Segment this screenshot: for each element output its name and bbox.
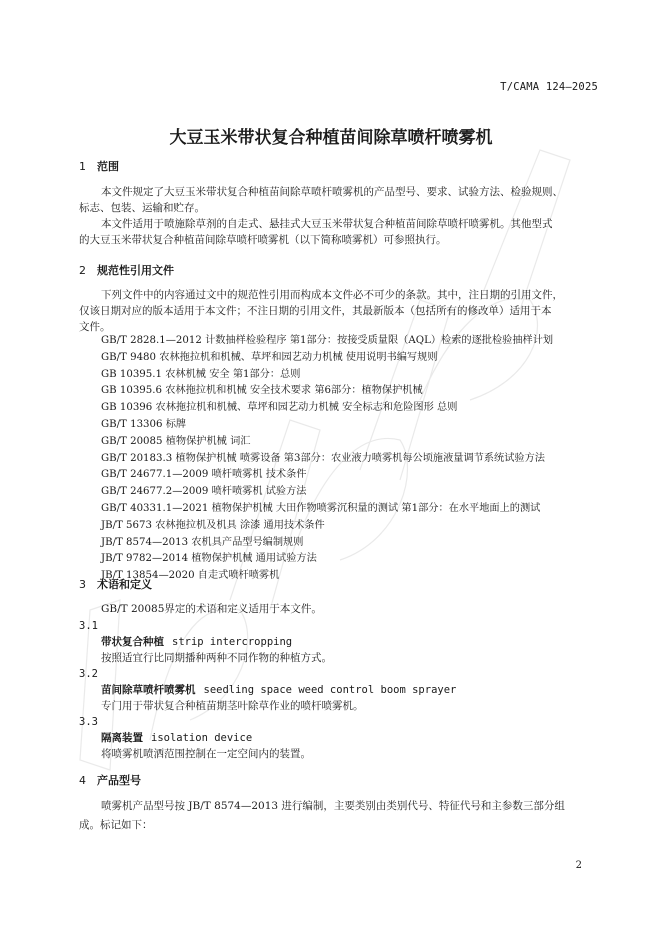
scope-paragraph-2: 本文件适用于喷施除草剂的自走式、悬挂式大豆玉米带状复合种植苗间除草喷杆喷雾机。其他型式 的大豆玉米带状复合种植苗间除草喷杆喷雾机（以下简称喷雾机）可参照执行。 — [79, 218, 553, 246]
section-heading-terms-definitions — [79, 576, 152, 592]
reference-item: GB 10396 农林拖拉机和机械、草坪和园艺动力机械 安全标志和危险图形 总则 — [101, 402, 458, 414]
term-english: strip intercropping — [172, 636, 293, 648]
reference-item: GB/T 24677.1—2009 喷杆喷雾机 技术条件 — [101, 469, 307, 481]
reference-item: GB 10395.1 农林机械 安全 第1部分：总则 — [101, 368, 301, 380]
term-chinese: 带状复合种植 — [101, 636, 164, 648]
section-title: 术语和定义 — [97, 578, 152, 591]
references-intro-paragraph: 下列文件中的内容通过文中的规范性引用而构成本文件必不可少的条款。其中，注日期的引用文件， 仅该日期对应的版本适用于本文件；不注日期的引用文件，其最新版本（包括所有的修改单）适用于本 文件。 — [79, 289, 563, 333]
section-number: 1 — [79, 160, 86, 173]
term-definition: 专门用于带状复合种植苗期茎叶除草作业的喷杆喷雾机。 — [101, 700, 364, 712]
term-entry — [101, 682, 456, 698]
reference-item: JB/T 5673 农林拖拉机及机具 涂漆 通用技术条件 — [101, 519, 325, 531]
standard-code: T/CAMA 124—2025 — [500, 81, 598, 93]
reference-item: JB/T 9782—2014 植物保护机械 通用试验方法 — [101, 553, 317, 565]
section-number: 3 — [79, 578, 86, 591]
page-number: 2 — [575, 860, 582, 871]
reference-item: GB/T 20183.3 植物保护机械 喷雾设备 第3部分：农业液力喷雾机每公顷施液量调节系统试验方法 — [101, 452, 545, 464]
product-model-paragraph: 喷雾机产品型号按 JB/T 8574—2013 进行编制，主要类别由类别代号、特征代号和主参数三部分组 成。标记如下： — [79, 800, 565, 831]
terms-intro: GB/T 20085界定的术语和定义适用于本文件。 — [101, 603, 322, 615]
scope-paragraph-1: 本文件规定了大豆玉米带状复合种植苗间除草喷杆喷雾机的产品型号、要求、试验方法、检验规则、 标志、包装、运输和贮存。 — [79, 186, 563, 214]
reference-item: GB 10395.6 农林拖拉机和机械 安全技术要求 第6部分：植物保护机械 — [101, 385, 423, 397]
section-title: 规范性引用文件 — [97, 264, 174, 277]
clause-number: 3.3 — [79, 716, 98, 728]
reference-item: GB/T 13306 标牌 — [101, 418, 187, 430]
reference-item: JB/T 13854—2020 自走式喷杆喷雾机 — [101, 570, 280, 582]
reference-item: GB/T 24677.2—2009 喷杆喷雾机 试验方法 — [101, 486, 307, 498]
section-title: 范围 — [97, 160, 119, 173]
section-heading-scope — [79, 158, 119, 174]
term-definition: 按照适宜行比同期播种两种不同作物的种植方式。 — [101, 652, 332, 664]
clause-number: 3.2 — [79, 668, 98, 680]
reference-item: GB/T 9480 农林拖拉机和机械、草坪和园艺动力机械 使用说明书编写规则 — [101, 351, 438, 363]
term-definition: 将喷雾机喷洒范围控制在一定空间内的装置。 — [101, 748, 311, 760]
term-chinese: 隔离装置 — [101, 732, 143, 744]
term-english: isolation device — [151, 732, 253, 744]
section-title: 产品型号 — [97, 774, 141, 787]
term-english: seedling space weed control boom sprayer — [203, 684, 457, 696]
reference-item: GB/T 20085 植物保护机械 词汇 — [101, 435, 251, 447]
reference-item: GB/T 2828.1—2012 计数抽样检验程序 第1部分：按接受质量限（AQL）检索的逐批检验抽样计划 — [101, 335, 554, 346]
term-entry — [101, 634, 292, 650]
section-number: 4 — [79, 774, 86, 787]
section-heading-normative-references — [79, 262, 174, 278]
term-chinese: 苗间除草喷杆喷雾机 — [101, 684, 196, 696]
clause-number: 3.1 — [79, 620, 98, 632]
section-heading-product-model — [79, 772, 141, 788]
document-title: 大豆玉米带状复合种植苗间除草喷杆喷雾机 — [169, 128, 493, 148]
section-number: 2 — [79, 264, 86, 277]
term-entry — [101, 730, 252, 746]
reference-list — [101, 333, 553, 585]
reference-item: JB/T 8574—2013 农机具产品型号编制规则 — [101, 536, 304, 548]
reference-item: GB/T 40331.1—2021 植物保护机械 大田作物喷雾沉积量的测试 第1部分：在水平地面上的测试 — [101, 502, 541, 514]
